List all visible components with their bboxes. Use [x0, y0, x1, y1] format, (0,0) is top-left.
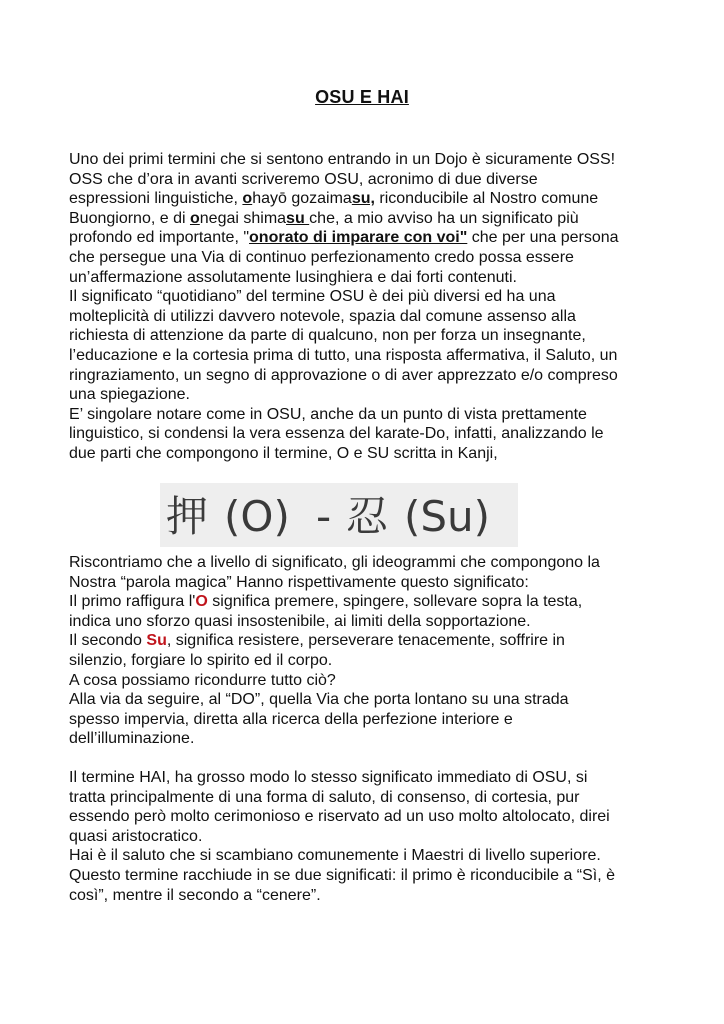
text-span: che per una persona: [467, 229, 619, 247]
intro-paragraph: [69, 150, 669, 464]
text-span: riconducibile al Nostro comune: [374, 190, 599, 208]
text-line: [69, 444, 669, 464]
text-span: un’affermazione assolutamente lusinghiera e dai forti contenuti.: [69, 268, 517, 286]
text-span: che, a mio avviso ha un significato più: [309, 209, 579, 227]
emphasis-syllable: su: [286, 209, 310, 227]
text-span: , significa resistere, perseverare tenacemente, soffrire in: [166, 632, 565, 650]
kanji-graphic: [160, 483, 518, 547]
text-span: Il secondo: [69, 632, 147, 650]
hai-paragraph: [69, 768, 669, 905]
text-line: [69, 690, 669, 710]
text-span: Uno dei primi termini che si sentono entrando in un Dojo è sicuramente OSS!: [69, 151, 616, 168]
text-line: [69, 729, 669, 749]
page-title: OSU E HAI: [315, 87, 409, 107]
text-span: richiesta di attenzione da parte di qualcuno, non per forza un insegnante,: [69, 327, 586, 345]
text-span: che persegue una Via di continuo perfezionamento credo possa essere: [69, 248, 574, 266]
text-line: [69, 424, 669, 444]
text-line: [69, 573, 669, 593]
text-span: Hai è il saluto che si scambiano comunemente i Maestri di livello superiore.: [69, 847, 601, 865]
text-line: [69, 228, 669, 248]
text-span: ringraziamento, un segno di approvazione o di aver apprezzato e/o compreso: [69, 366, 618, 384]
kanji-o-glyph: 押: [166, 492, 209, 541]
highlight-o: O: [195, 593, 208, 611]
text-line: [69, 671, 669, 691]
text-span: così”, mentre il secondo a “cenere”.: [69, 886, 321, 904]
text-span: Il primo raffigura l': [69, 593, 196, 611]
text-span: Buongiorno, e di: [69, 209, 190, 227]
text-line: [69, 170, 669, 190]
text-line: [69, 866, 669, 886]
text-line: [69, 710, 669, 730]
text-line: [69, 326, 669, 346]
kanji-dash: -: [316, 492, 332, 541]
kanji-image: [160, 483, 518, 547]
text-line: [69, 268, 669, 288]
text-span: molteplicità di utilizzi davvero notevole, spazia dal comune assenso alla: [69, 307, 576, 325]
text-line: [69, 592, 669, 612]
text-line: [69, 209, 669, 229]
text-span: una spiegazione.: [69, 386, 190, 404]
text-span: negai shima: [199, 209, 287, 227]
text-span: OSS che d’ora in avanti scriveremo OSU, acronimo di due diverse: [69, 170, 538, 188]
text-span: Alla via da seguire, al “DO”, quella Via che porta lontano su una strada: [69, 691, 569, 709]
text-span: silenzio, forgiare lo spirito ed il corpo.: [69, 651, 333, 669]
text-line: [69, 768, 669, 788]
text-line: [69, 385, 669, 405]
highlight-su: Su: [146, 632, 167, 650]
text-span: E’ singolare notare come in OSU, anche da un punto di vista prettamente: [69, 405, 587, 423]
text-span: due parti che compongono il termine, O e SU scritta in Kanji,: [69, 444, 498, 462]
text-span: Nostra “parola magica” Hanno rispettivamente questo significato:: [69, 573, 529, 591]
text-span: l’educazione e la cortesia prima di tutto, una risposta affermativa, il Saluto, un: [69, 346, 618, 364]
text-span: indica uno sforzo quasi insostenibile, ai limiti della sopportazione.: [69, 612, 531, 630]
text-span: profondo ed importante, ": [69, 229, 250, 247]
meaning-paragraph: [69, 553, 669, 749]
text-line: [69, 788, 669, 808]
kanji-su-glyph: 忍: [346, 492, 389, 541]
text-line: [69, 612, 669, 632]
text-line: [69, 631, 669, 651]
text-span: A cosa possiamo ricondurre tutto ciò?: [69, 671, 336, 689]
text-span: linguistico, si condensi la vera essenza del karate-Do, infatti, analizzando le: [69, 425, 604, 443]
text-line: [69, 346, 669, 366]
emphasis-letter: o: [189, 209, 200, 227]
text-line: [69, 248, 669, 268]
emphasis-phrase: onorato di imparare con voi": [249, 229, 468, 247]
text-line: [69, 405, 669, 425]
kanji-o-label: (O): [224, 492, 290, 541]
emphasis-letter: o: [242, 190, 253, 208]
text-span: dell’illuminazione.: [69, 730, 195, 748]
text-span: Il termine HAI, ha grosso modo lo stesso significato immediato di OSU, si: [69, 769, 588, 786]
text-span: significa premere, spingere, sollevare sopra la testa,: [207, 593, 583, 611]
text-line: [69, 307, 669, 327]
text-line: [69, 189, 669, 209]
text-span: Riscontriamo che a livello di significato, gli ideogrammi che compongono la: [69, 554, 600, 571]
text-line: [69, 366, 669, 386]
text-span: Questo termine racchiude in se due significati: il primo è riconducibile a “Sì, è: [69, 866, 616, 884]
text-span: quasi aristocratico.: [69, 827, 203, 845]
text-span: tratta principalmente di una forma di saluto, di consenso, di cortesia, pur: [69, 788, 580, 806]
text-span: spesso impervia, diretta alla ricerca della perfezione interiore e: [69, 710, 513, 728]
text-span: hayō gozaima: [252, 190, 352, 208]
text-line: [69, 886, 669, 906]
text-line: [69, 150, 669, 170]
text-line: [69, 807, 669, 827]
emphasis-syllable: su,: [351, 190, 375, 208]
text-line: [69, 553, 669, 573]
text-span: espressioni linguistiche,: [69, 190, 243, 208]
text-line: [69, 651, 669, 671]
text-span: essendo però molto cerimonioso e riservato ad un uso molto altolocato, direi: [69, 808, 610, 826]
kanji-su-label: (Su): [404, 492, 491, 541]
text-span: Il significato “quotidiano” del termine OSU è dei più diversi ed ha una: [69, 288, 556, 306]
text-line: [69, 287, 669, 307]
text-line: [69, 846, 669, 866]
text-line: [69, 827, 669, 847]
